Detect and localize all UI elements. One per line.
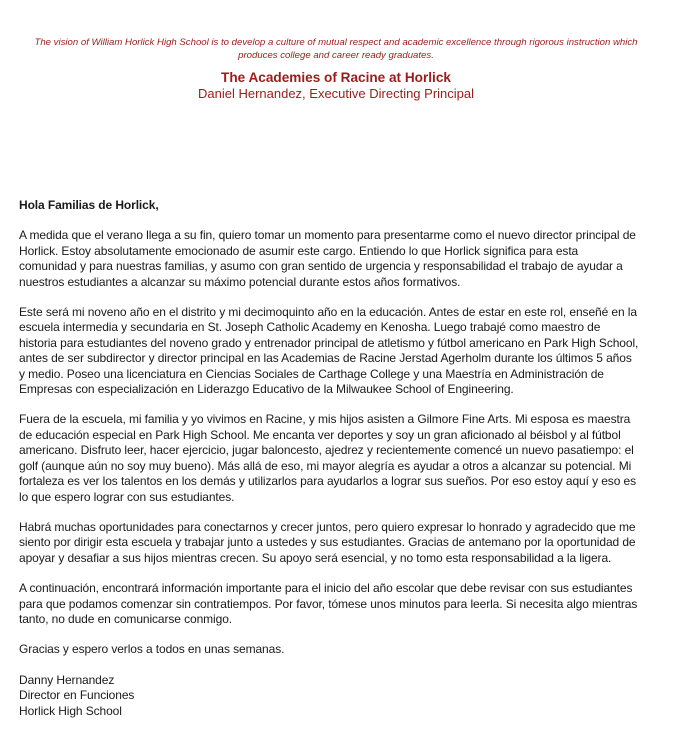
signature-school: Horlick High School	[19, 703, 122, 718]
signature-block	[19, 673, 639, 719]
paragraph-gratitude: Habrá muchas oportunidades para conectarnos y crecer juntos, pero quiero expresar lo honrado y agradecido que me siento por dirigir esta escuela y trabajar junto a ustedes y sus estudiantes. Gracias de antemano por la oportunidad de apoyar y desafiar a sus hijos mientras crecen. Su apoyo será esencial, y no tomo esta responsabilidad a la ligera.	[19, 519, 636, 565]
paragraph-background: Este será mi noveno año en el distrito y mi decimoquinto año en la educación. Antes de estar en este rol, enseñé en la escuela intermedia y secundaria en St. Joseph Catholic Academy en Kenosha. Luego trabajé como maestro de historia para estudiantes del noveno grado y entrenador principal de atletismo y fútbol americano en Park High School, antes de ser subdirector y director principal en las Academias de Racine Jerstad Agerholm durante los últimos 5 años y medio. Poseo una licenciatura en Ciencias Sociales de Carthage College y una Maestría en Administración de Empresas con especialización en Liderazgo Educativo de la Milwaukee School of Engineering.	[19, 305, 639, 397]
letter-body	[19, 198, 639, 719]
paragraph-information: A continuación, encontrará información importante para el inicio del año escolar que debe revisar con sus estudiantes para que podamos comenzar sin contratiempos. Por favor, tómese unos minutos para leerla. Si necesita algo mientras tanto, no dude en comunicarse conmigo.	[19, 581, 638, 626]
school-name: The Academies of Racine at Horlick	[221, 70, 451, 85]
signature-title: Director en Funciones	[19, 688, 135, 703]
greeting: Hola Familias de Horlick,	[19, 198, 159, 212]
paragraph-closing: Gracias y espero verlos a todos en unas semanas.	[19, 642, 285, 657]
paragraph-introduction: A medida que el verano llega a su fin, quiero tomar un momento para presentarme como el nuevo director principal de Horlick. Estoy absolutamente emocionado de asumir este cargo. Entiendo lo que Horlick significa para esta comunidad y para nuestras familias, y asumo con gran sentido de urgencia y responsabilidad el trabajo de ayudar a nuestros estudiantes a alcanzar su máximo potencial durante estos años formativos.	[19, 228, 636, 289]
principal-line: Daniel Hernandez, Executive Directing Principal	[197, 86, 475, 101]
signature-name: Danny Hernandez	[19, 672, 115, 687]
vision-statement: The vision of William Horlick High School is to develop a culture of mutual respect and academic excellence through rigorous instruction which produces college and career ready graduates.	[34, 37, 638, 61]
paragraph-personal: Fuera de la escuela, mi familia y yo vivimos en Racine, y mis hijos asisten a Gilmore Fine Arts. Mi esposa es maestra de educación especial en Park High School. Me encanta ver deportes y soy un gran aficionado al béisbol y al fútbol americano. Disfruto leer, hacer ejercicio, jugar baloncesto, ajedrez y recientemente comencé un nuevo pasatiempo: el golf (aunque aún no soy muy bueno). Más allá de eso, mi mayor alegría es ayudar a otros a alcanzar su potencial. Mi fortaleza es ver los talentos en los demás y utilizarlos para ayudarlos a lograr sus sueños. Por eso estoy aquí y eso es lo que espero lograr con sus estudiantes.	[19, 412, 636, 504]
